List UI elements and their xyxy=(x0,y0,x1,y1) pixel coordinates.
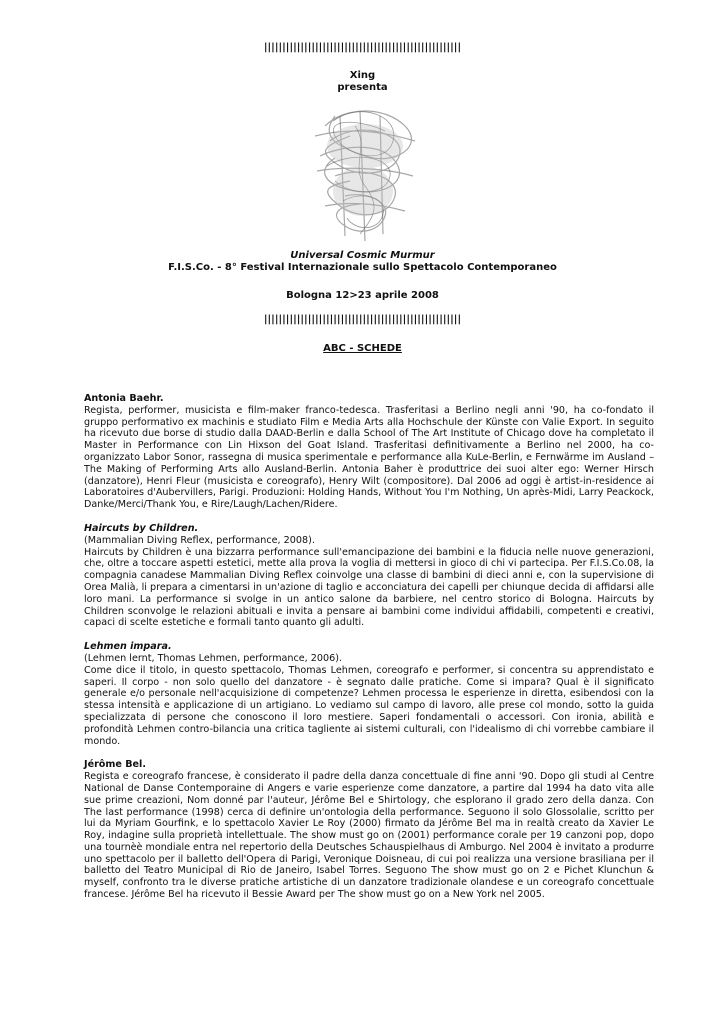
entry-heading: Antonia Baehr. xyxy=(84,393,164,404)
festival-name: F.I.S.Co. - 8° Festival Internazionale sullo Spettacolo Contemporaneo xyxy=(168,262,557,273)
entry-paragraph: Haircuts by Children è una bizzarra performance sull'emancipazione dei bambini e la fiducia nelle nuove generazioni, che, oltre a toccare aspetti estetici, mette alla prova la voglia di mettersi in gioco di chi vi partecipa. Per F.I.S.Co.08, la compagnia canadese Mammalian Diving Reflex coinvolge una classe di bambini di dieci anni e, con la supervisione di Orea Malià, li prepara a cimentarsi in un'azione di taglio e acconciatura dei capelli per chiunque decida di affidarsi alle loro mani. La performance si svolge in un antico salone da barbiere, nel centro storico di Bologna. Haircuts by Children sconvolge le relazioni abituali e invita a pensare ai bambini come individui affidabili, competenti e creativi, capaci di scelte estetiche e formali tanto quanto gli adulti. xyxy=(84,546,654,629)
event-title: Universal Cosmic Murmur xyxy=(290,250,435,261)
entry-jerome-bel xyxy=(84,759,654,901)
entry-credits: (Mammalian Diving Reflex, performance, 2008). xyxy=(84,534,315,546)
entry-credits: (Lehmen lernt, Thomas Lehmen, performance, 2006). xyxy=(84,652,342,664)
entry-heading: Lehmen impara. xyxy=(84,641,172,653)
bar-divider-top: |||||||||||||||||||||||||||||||||||||||||||||||||||||| xyxy=(263,42,462,53)
entries-list xyxy=(84,393,654,913)
presenter-name: Xing xyxy=(349,70,376,81)
entry-paragraph: Regista, performer, musicista e film-maker franco-tedesca. Trasferitasi a Berlino negli anni '90, ha co-fondato il gruppo performativo ex machinis e studiato Film e Media Arts alla Hochschule der Künste con Valie Export. In seguito ha ricevuto due borse di studio dalla DAAD-Berlin e dalla School of The Art Institute of Chicago dove ha completato il Master in Performance con Lin Hixson del Goat Island. Trasferitasi definitivamente a Berlino nel 2000, ha co-organizzato Labor Sonor, rassegna di musica sperimentale e performance alla KuLe-Berlin, e Fernwärme im Ausland – The Making of Performing Arts allo Ausland-Berlin. Antonia Baher è produttrice dei suoi alter ego: Werner Hirsch (danzatore), Henri Fleur (musicista e coreografo), Henry Wilt (compositore). Dal 2006 ad oggi è artist-in-residence ai Laboratoires d'Aubervillers, Parigi. Produzioni: Holding Hands, Without You I'm Nothing, Un après-Midi, Larry Peackock, Danke/Merci/Thank You, e Rire/Laugh/Lachen/Ridere. xyxy=(84,404,654,511)
entry-haircuts-by-children xyxy=(84,523,654,629)
entry-antonia-baehr xyxy=(84,393,654,511)
entry-lehmen-impara xyxy=(84,641,654,747)
event-dates: Bologna 12>23 aprile 2008 xyxy=(286,290,439,301)
entry-paragraph: Regista e coreografo francese, è considerato il padre della danza concettuale di fine anni '90. Dopo gli studi al Centre National de Danse Contemporaine di Angers e varie esperienze come danzatore, a partire dal 1994 ha dato vita alle sue prime creazioni, Nom donné par l'auteur, Jérôme Bel e Shirtology, che esplorano il grado zero della danza. Con The last performance (1998) cerca di definire un'ontologia della performance. Seguono il solo Glossolalie, scritto per lui da Myriam Gourfink, e lo spettacolo Xavier Le Roy (2000) firmato da Jérôme Bel ma in realtà creato da Xavier Le Roy, indagine sulla proprietà intellettuale. The show must go on (2001) performance corale per 19 canzoni pop, dopo una tournèè mondiale entra nel repertorio della Deutsches Schauspielhaus di Amburgo. Nel 2004 è invitato a produrre uno spettacolo per il balletto dell'Opera di Parigi, Veronique Doisneau, di cui poi realizza una versione brasiliana per il balletto del Teatro Municipal di Rio de Janeiro, Isabel Torres. Seguono The show must go on 2 e Pichet Klunchun & myself, confronto tra le diverse pratiche artistiche di un danzatore tradizionale olandese e un coreografo concettuale francese. Jérôme Bel ha ricevuto il Bessie Award per The show must go on a New York nel 2005. xyxy=(84,771,654,901)
section-heading xyxy=(0,343,725,354)
scribble-logo-image xyxy=(305,96,425,246)
bar-divider-bottom: |||||||||||||||||||||||||||||||||||||||||||||||||||||| xyxy=(263,314,462,325)
presenter-verb: presenta xyxy=(337,82,388,93)
section-heading-text: ABC - SCHEDE xyxy=(323,343,402,354)
entry-paragraph: Come dice il titolo, in questo spettacolo, Thomas Lehmen, coreografo e performer, si concentra su apprendistato e saperi. Il corpo - non solo quello del danzatore - è segnato dalle pratiche. Come si impara? Qual è il significato generale e/o personale nell'acquisizione di competenze? Lehmen processa le esperienze in diretta, esibendosi con la stessa intensità e applicazione di un artigiano. Lo vediamo sul campo di lavoro, alle prese col mondo, sotto la guida specializzata di persone che conoscono il loro mestiere. Saperi fondamentali o accessori. Con ironia, abilità e profondità Lehmen contro-bilancia una critica tagliente ai sistemi culturali, con l'idealismo di chi vorrebbe cambiare il mondo. xyxy=(84,664,654,747)
entry-heading: Jérôme Bel. xyxy=(84,759,146,771)
entry-heading: Haircuts by Children. xyxy=(84,522,199,534)
